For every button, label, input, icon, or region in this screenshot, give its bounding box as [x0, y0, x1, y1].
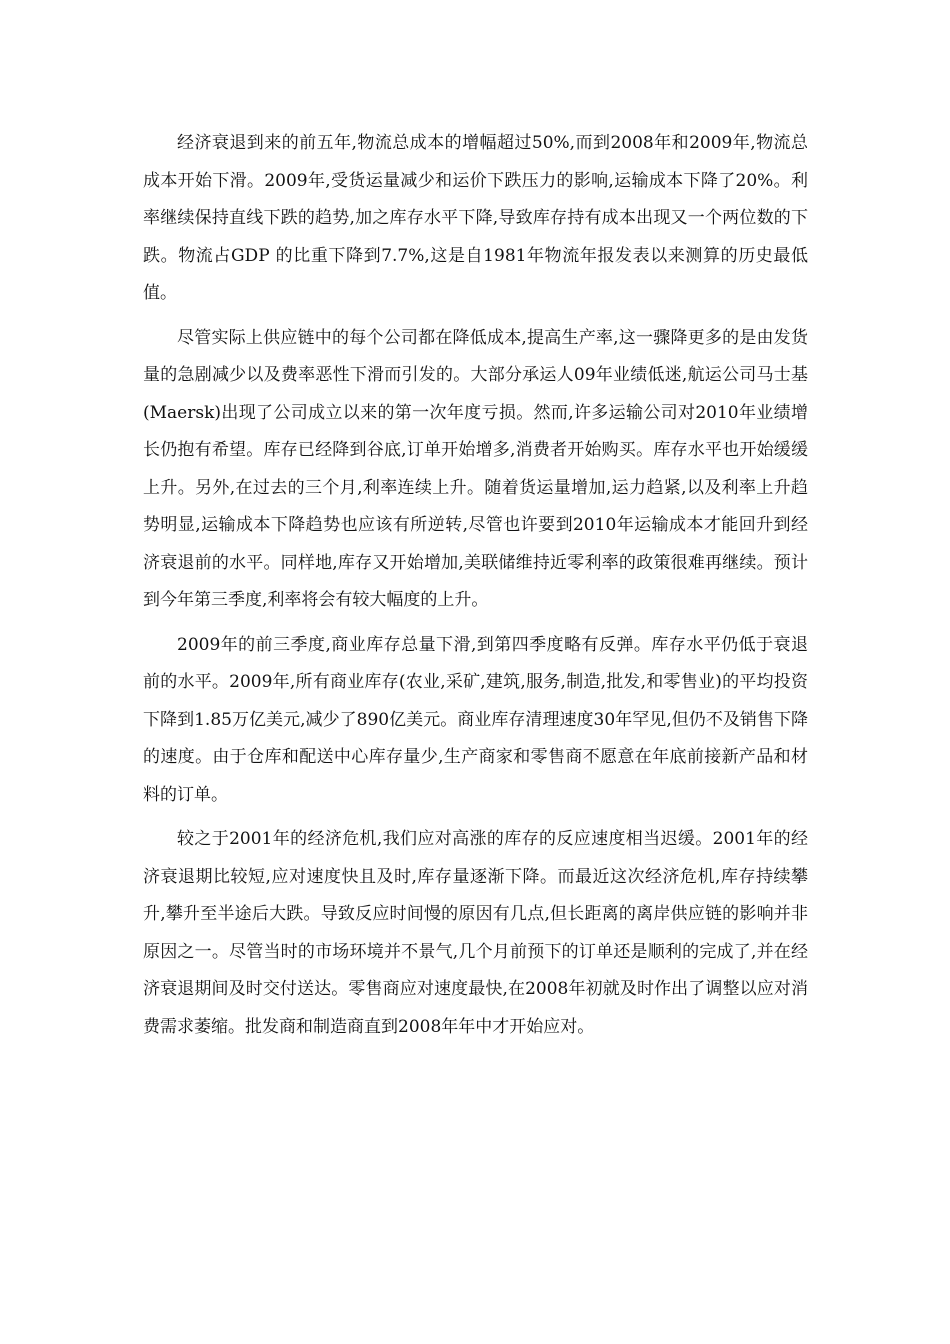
paragraph-logistics-cost: 经济衰退到来的前五年,物流总成本的增幅超过50%,而到2008年和2009年,物流总成本开始下滑。2009年,受货运量减少和运价下跌压力的影响,运输成本下降了20%。利率继续保持直线下跌的趋势,加之库存水平下降,导致库存持有成本出现又一个两位数的下跌。物流占GDP 的比重下降到7.7%,这是自1981年物流年报发表以来测算的历史最低值。	[143, 133, 808, 303]
paragraph-supply-chain: 尽管实际上供应链中的每个公司都在降低成本,提高生产率,这一骤降更多的是由发货量的急剧减少以及费率恶性下滑而引发的。大部分承运人09年业绩低迷,航运公司马士基(Maersk)出现了公司成立以来的第一次年度亏损。然而,许多运输公司对2010年业绩增长仍抱有希望。库存已经降到谷底,订单开始增多,消费者开始购买。库存水平也开始缓缓上升。另外,在过去的三个月,利率连续上升。随着货运量增加,运力趋紧,以及利率上升趋势明显,运输成本下降趋势也应该有所逆转,尽管也许要到2010年运输成本才能回升到经济衰退前的水平。同样地,库存又开始增加,美联储维持近零利率的政策很难再继续。预计到今年第三季度,利率将会有较大幅度的上升。	[143, 327, 808, 610]
paragraph-business-inventory: 2009年的前三季度,商业库存总量下滑,到第四季度略有反弹。库存水平仍低于衰退前的水平。2009年,所有商业库存(农业,采矿,建筑,服务,制造,批发,和零售业)的平均投资下降到1.85万亿美元,减少了890亿美元。商业库存清理速度30年罕见,但仍不及销售下降的速度。由于仓库和配送中心库存量少,生产商家和零售商不愿意在年底前接新产品和材料的订单。	[143, 634, 808, 805]
document-body	[143, 125, 808, 1053]
paragraph-2001-comparison: 较之于2001年的经济危机,我们应对高涨的库存的反应速度相当迟缓。2001年的经济衰退期比较短,应对速度快且及时,库存量逐渐下降。而最近这次经济危机,库存持续攀升,攀升至半途后大跌。导致反应时间慢的原因有几点,但长距离的离岸供应链的影响并非原因之一。尽管当时的市场环境并不景气,几个月前预下的订单还是顺利的完成了,并在经济衰退期间及时交付送达。零售商应对速度最快,在2008年初就及时作出了调整以应对消费需求萎缩。批发商和制造商直到2008年年中才开始应对。	[143, 829, 808, 1037]
